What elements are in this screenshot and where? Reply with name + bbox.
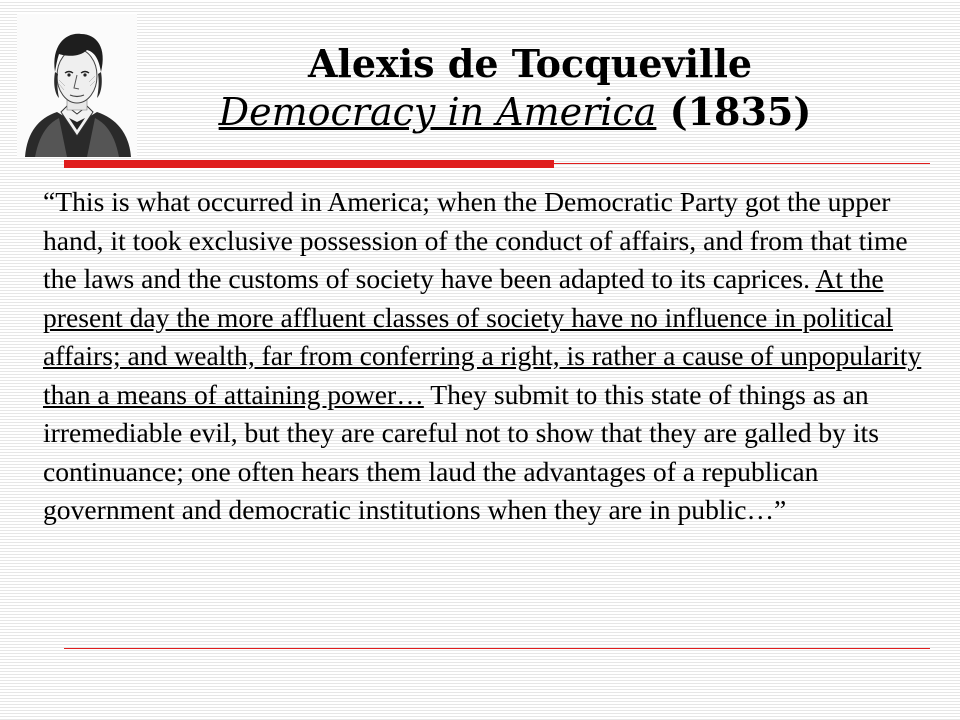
quote-underlined-passage: At the present day the more affluent classes of society have no influence in political affairs; and wealth, far from conferring a right, is rather a cause of unpopularity than a means of attaining power… [43, 263, 922, 410]
title-divider-line [554, 163, 930, 164]
quote-part-3: They submit to this state of things as an irremediable evil, but they are careful not to show that they are galled by its continuance; one often hears them laud the advantages of a republican government and democratic institutions when they are in public…” [43, 378, 879, 525]
quote-text [43, 183, 943, 530]
work-title-line [140, 88, 900, 136]
author-portrait [17, 14, 137, 157]
bottom-divider-line [64, 648, 930, 649]
portrait-engraving-icon [17, 14, 137, 157]
slide-title [140, 40, 900, 136]
quote-part-1: “This is what occurred in America; when the Democratic Party got the upper hand, it took exclusive possession of the conduct of affairs, and from that time the laws and the customs of society have been adapted to its caprices. [43, 186, 908, 294]
publication-year: (1835) [669, 89, 812, 134]
title-accent-bar [64, 160, 554, 168]
author-name: Alexis de Tocqueville [307, 41, 753, 86]
work-title: Democracy in America [218, 90, 657, 134]
